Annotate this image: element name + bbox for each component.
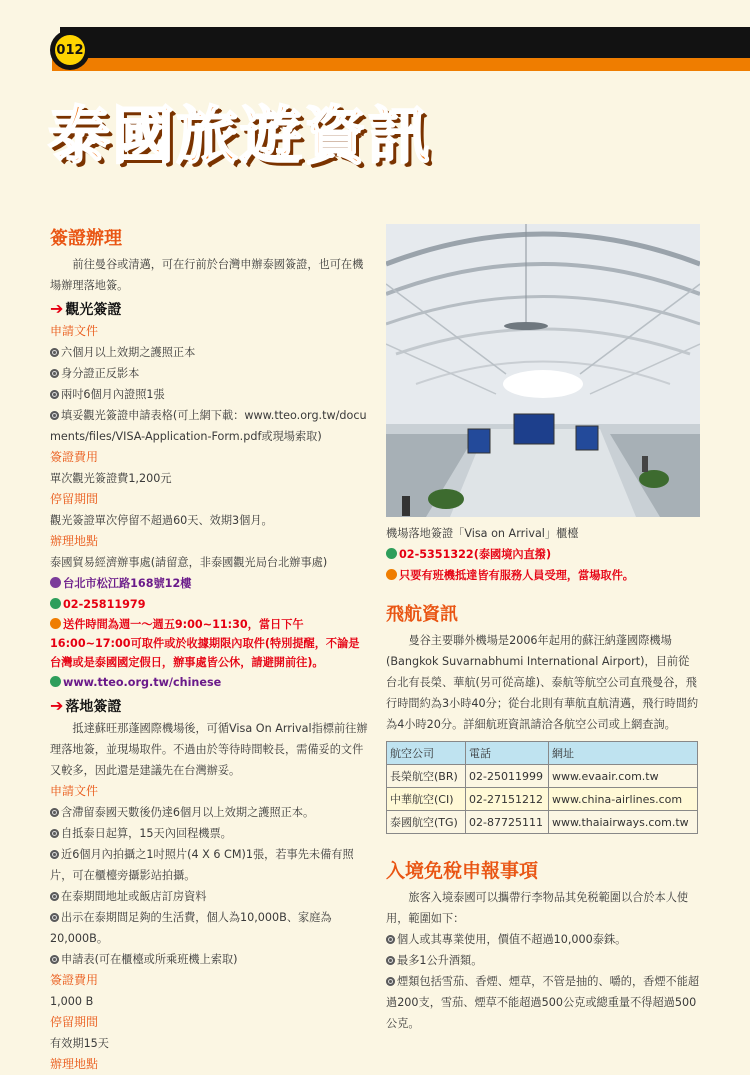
globe-icon [50,676,61,687]
customs-intro: 旅客入境泰國可以攜帶行李物品其免税範圍以合於本人使用，範圍如下： [386,891,689,925]
bullet-icon [386,935,395,944]
table-header: 網址 [549,742,698,765]
table-cell: 02-87725111 [466,811,549,834]
right-column [386,224,700,1034]
bullet-icon [386,956,395,965]
table-cell[interactable]: www.evaair.com.tw [549,765,698,788]
bullet-icon [50,369,59,378]
bullet-icon [50,411,59,420]
list-item: 煙類包括雪茄、香煙、煙草，不管是抽的、嚼的，香煙不能超過200支，雪茄、煙草不能超過500公克或總重量不得超過500公克。 [386,975,700,1030]
table-row [387,811,698,834]
airline-table [386,741,698,834]
arrival-stay-label: 停留期間 [50,1015,99,1029]
list-item: 自抵泰日起算，15天內回程機票。 [50,823,370,844]
office-phone: 02-25811979 [50,594,370,615]
list-item: 身分證正反影本 [50,363,370,384]
bullet-icon [386,977,395,986]
arrival-fee-label: 簽證費用 [50,973,99,987]
table-cell[interactable]: www.thaiairways.com.tw [549,811,698,834]
table-cell: 02-27151212 [466,788,549,811]
bullet-icon [50,808,59,817]
table-cell: 泰國航空(TG) [387,811,466,834]
tourist-visa-heading: ➔ 觀光簽證 [50,299,122,318]
arrival-place-label: 辦理地點 [50,1057,99,1071]
arrival-counter-phone: 02-5351322(泰國境內直撥) [386,544,700,565]
arrival-visa-heading: ➔ 落地簽證 [50,696,122,715]
table-row [387,788,698,811]
list-item: 申請表(可在櫃檯或所乘班機上索取) [50,949,370,970]
bullet-icon [50,892,59,901]
arrival-docs-label: 申請文件 [50,784,99,798]
customs-heading: 入境免稅申報事項 [386,860,539,882]
visa-heading: 簽證辦理 [50,228,122,249]
table-header-row [387,742,698,765]
list-item: 在泰期間地址或飯店訂房資料 [50,886,370,907]
table-header: 航空公司 [387,742,466,765]
bullet-icon [50,390,59,399]
arrival-fee: 1,000 B [50,995,94,1008]
list-item: 最多1公升酒類。 [386,950,700,971]
table-cell: 長榮航空(BR) [387,765,466,788]
tourist-fee-label: 簽證費用 [50,450,99,464]
bullet-icon [50,913,59,922]
tourist-stay-label: 停留期間 [50,492,99,506]
table-cell[interactable]: www.china-airlines.com [549,788,698,811]
list-item: 個人或其專業使用，價值不超過10,000泰銖。 [386,929,700,950]
tourist-docs-label: 申請文件 [50,324,99,338]
bullet-icon [50,829,59,838]
page-title: 泰國旅遊資訊 [48,99,433,172]
airport-terminal-photo [386,224,700,517]
location-icon [50,577,61,588]
flights-intro: 曼谷主要聯外機場是2006年起用的蘇汪納蓬國際機場(Bangkok Suvarnabhumi International Airport)，目前從台北有長榮、華航(另可從高雄)、泰航等航空公司直飛曼谷，飛行時間約為3小時40分；從台北則有華航直航清邁，飛行時間約為4小時20分。詳細航班資訊請洽各航空公司或上網查詢。 [386,634,699,731]
table-header: 電話 [466,742,549,765]
arrow-right-icon: ➔ [50,299,64,318]
phone-icon [386,548,397,559]
arrival-stay: 有效期15天 [50,1037,109,1050]
bullet-icon [50,850,59,859]
table-row [387,765,698,788]
arrival-counter: 機場落地簽證「Visa on Arrival」櫃檯 [386,527,579,540]
office-address: 台北市松江路168號12樓 [50,573,370,594]
bullet-icon [50,955,59,964]
list-item: 含滯留泰國天數後仍達6個月以上效期之護照正本。 [50,802,370,823]
airport-illustration [386,224,700,517]
phone-icon [50,598,61,609]
left-column [50,224,370,1075]
header-black-band [60,27,750,58]
table-cell: 中華航空(CI) [387,788,466,811]
list-item: 出示在泰期間足夠的生活費，個人為10,000B、家庭為20,000B。 [50,911,332,945]
flights-heading: 飛航資訊 [386,604,458,625]
tourist-fee: 單次觀光簽證費1,200元 [50,472,172,485]
visa-intro: 前往曼谷或清邁，可在行前於台灣申辦泰國簽證，也可在機場辦理落地簽。 [50,258,364,292]
list-item: 近6個月內拍攝之1吋照片(4 X 6 CM)1張，若事先未備有照片，可在櫃檯旁攝影站拍攝。 [50,848,354,882]
list-item: 六個月以上效期之護照正本 [50,342,370,363]
table-cell: 02-25011999 [466,765,549,788]
tourist-place-label: 辦理地點 [50,534,99,548]
arrival-intro: 抵達蘇旺那蓬國際機場後，可循Visa On Arrival指標前往辦理落地簽，並現場取件。不過由於等待時間較長，需備妥的文件又較多，因此還是建議先在台灣辦妥。 [50,722,368,777]
office-website[interactable]: www.tteo.org.tw/chinese [50,672,370,693]
tourist-place: 泰國貿易經濟辦事處(請留意，非泰國觀光局台北辦事處) [50,556,328,569]
page-number: 012 [55,35,85,65]
tourist-stay: 觀光簽證單次停留不超過60天、效期3個月。 [50,514,273,527]
list-item: 填妥觀光簽證申請表格(可上網下載：www.tteo.org.tw/documents/files/VISA-Application-Form.pdf或現場索取) [50,409,367,443]
list-item: 兩吋6個月內證照1張 [50,384,370,405]
arrival-counter-note: 只要有班機抵達皆有服務人員受理，當場取件。 [386,565,700,586]
clock-icon [386,569,397,580]
header-orange-stripe [52,58,750,71]
office-hours: 送件時間為週一～週五9:00~11:30，當日下午16:00~17:00可取件或於收據期限內取件(特別提醒，不論是台灣或是泰國國定假日，辦事處皆公休，請避開前往)。 [50,618,360,669]
page-number-badge [50,30,90,70]
bullet-icon [50,348,59,357]
arrow-right-icon: ➔ [50,696,64,715]
clock-icon [50,618,61,629]
